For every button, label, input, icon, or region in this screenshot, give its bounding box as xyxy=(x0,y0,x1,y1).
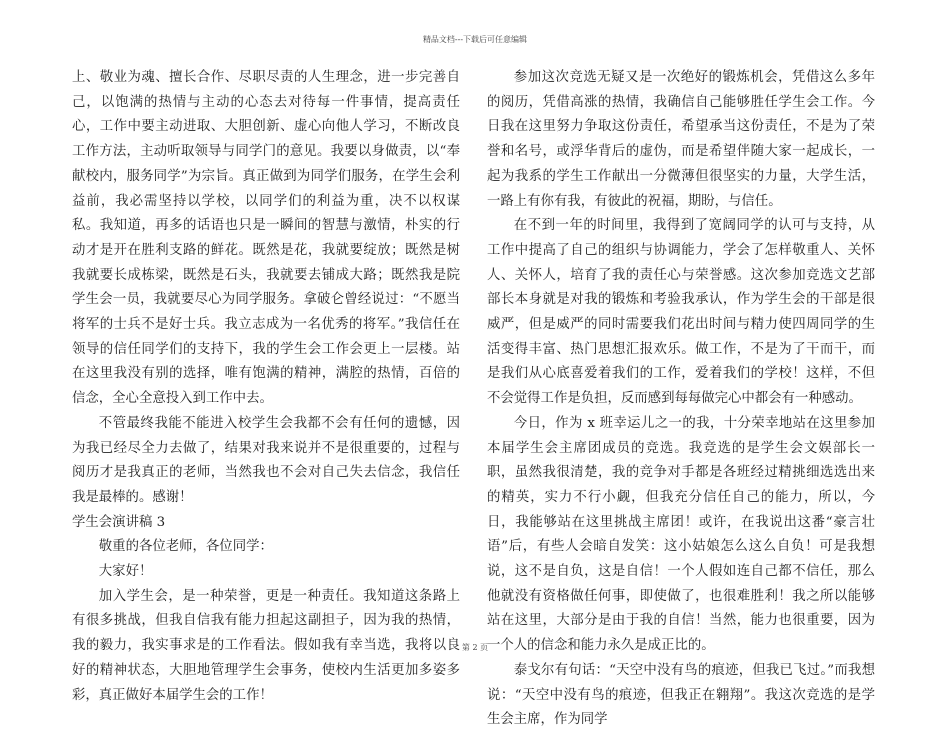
paragraph: 加入学生会，是一种荣誉，更是一种责任。我知道这条路上有很多挑战，但我自信我有能力担起这副担子，因为我的热情，我的毅力，我实事求是的工作看法。假如我有幸当选，我将以良好的精神状态，大胆地管理学生会事务，使校内生活更加多姿多彩，真正做好本届学生会的工作！ xyxy=(72,588,460,703)
page-header: 精品文档---下载后可任意编辑 xyxy=(422,35,528,44)
paragraph: 在不到一年的时间里，我得到了宽阔同学的认可与支持，从工作中提高了自己的组织与协调能力，学会了怎样敬重人、关怀人、关怀人，培育了我的责任心与荣誉感。这次参加竞选文艺部部长本身就是对我的锻炼和考验我承认，作为学生会的干部是很威严，但是威严的同时需要我们花出时间与精力使四周同学的生活变得丰富、热门思想汇报欢乐。做工作，不是为了干而干，而是我们从心底喜爱着我们的工作，爱着我们的学校！这样，不但不会觉得工作是负担，反而感到每每做完心中都会有一种感动。 xyxy=(487,218,875,407)
paragraph: 参加这次竞选无疑又是一次绝好的锻炼机会，凭借这么多年的阅历，凭借高涨的热情，我确信自己能够胜任学生会工作。今日我在这里努力争取这份责任，希望承当这份责任，不是为了荣誉和名号，或浮华背后的虚伪，而是希望伴随大家一起成长，一起为我系的学生工作献出一分微薄但很坚实的力量，大学生活，一路上有你有我，有彼此的祝福，期盼，与信任。 xyxy=(487,70,875,209)
paragraph: 上、敬业为魂、擅长合作、尽职尽责的人生理念，进一步完善自己，以饱满的热情与主动的心态去对待每一件事情，提高责任心，工作中要主动进取、大胆创新、虚心向他人学习，不断改良工作方法，主动听取领导与同学门的意见。我要以身做责，以“奉献校内，服务同学”为宗旨。真正做到为同学们服务，在学生会利益前，我必需坚持以学校，以同学们的利益为重，决不以权谋私。我知道，再多的话语也只是一瞬间的智慧与激情，朴实的行动才是开在胜利支路的鲜花。既然是花，我就要绽放；既然是树我就要长成栋梁，既然是石头，我就要去铺成大路；既然我是院学生会一员，我就要尽心为同学服务。拿破仑曾经说过：“不愿当将军的士兵不是好士兵。我立志成为一名优秀的将军。”我信任在领导的信任同学们的支持下，我的学生会工作会更上一层楼。站在这里我没有别的选择，唯有饱满的精神，满腔的热情，百倍的信念，全心全意投入到工作中去。 xyxy=(72,70,460,407)
left-column xyxy=(72,66,460,708)
paragraph: 泰戈尔有句话：“天空中没有鸟的痕迹，但我已飞过。”而我想说：“天空中没有鸟的痕迹，但我正在翱翔”。我这次竞选的是学生会主席，作为同学 xyxy=(487,662,875,728)
paragraph: 大家好！ xyxy=(98,564,153,580)
paragraph: 学生会演讲稿 3 xyxy=(72,514,166,530)
right-column xyxy=(487,66,875,733)
page-number: 第 2 页 xyxy=(461,643,489,652)
paragraph: 今日，作为 x 班幸运儿之一的我，十分荣幸地站在这里参加本届学生会主席团成员的竞选。我竞选的是学生会文娱部长一职，虽然我很清楚，我的竞争对手都是各班经过精挑细选选出来的精英，实力不行小觑，但我充分信任自己的能力，所以，今日，我能够站在这里挑战主席团！或许，在我说出这番“豪言壮语”后，有些人会暗自发笑：这小姑娘怎么这么自负！可是我想说，这不是自负，这是自信！一个人假如连自己都不信任，那么他就没有资格做任何事，即使做了，也很难胜利！我之所以能够站在这里，大部分是由于我的自信！当然，能力也很重要，因为一个人的信念和能力永久是成正比的。 xyxy=(487,415,875,654)
paragraph: 不管最终我能不能进入校学生会我都不会有任何的遗憾，因为我已经尽全力去做了，结果对我来说并不是很重要的，过程与阅历才是我真正的老师，当然我也不会对自己失去信念，我信任我是最棒的。感谢！ xyxy=(72,415,460,505)
paragraph: 敬重的各位老师，各位同学： xyxy=(98,539,273,555)
